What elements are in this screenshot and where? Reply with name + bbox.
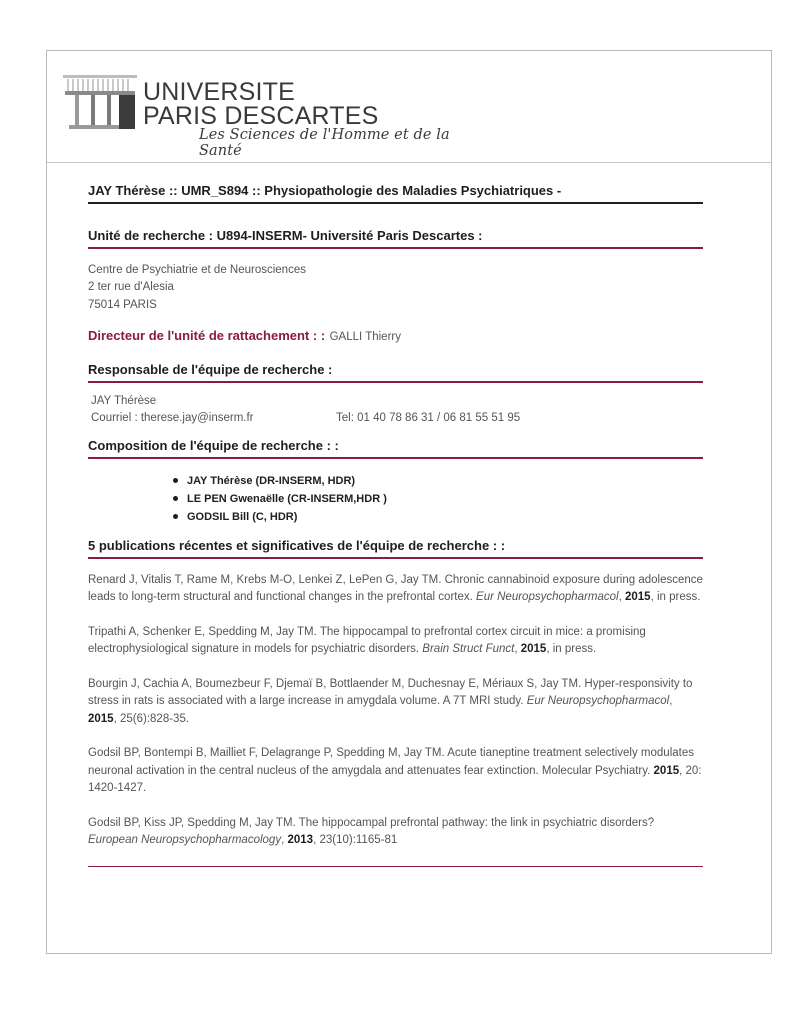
address-line: 2 ter rue d'Alesia bbox=[88, 281, 174, 293]
publication-separator: , bbox=[514, 643, 521, 655]
publication-year: 2013 bbox=[287, 834, 314, 846]
team-lead-section bbox=[88, 362, 703, 428]
publications-divider bbox=[88, 557, 703, 559]
publication-journal: Eur Neuropsychopharmacol bbox=[526, 695, 670, 707]
unit-heading: Unité de recherche : U894-INSERM- Université Paris Descartes : bbox=[88, 228, 483, 243]
publication-journal: European Neuropsychopharmacology bbox=[88, 834, 282, 846]
publication-item bbox=[88, 676, 703, 729]
director-name: GALLI Thierry bbox=[329, 331, 401, 343]
publication-citation: Bourgin J, Cachia A, Boumezbeur F, Djemaï B, Bottlaender M, Duchesnay E, Mériaux S, Jay TM. Hyper-responsivity to stress in rats is associated with a large increase in amygdala volume. A 7T MRI study. bbox=[88, 677, 693, 707]
list-item: LE PEN Gwenaëlle (CR-INSERM,HDR ) bbox=[173, 490, 703, 508]
publication-details: , in press. bbox=[546, 643, 597, 655]
address-line: 75014 PARIS bbox=[88, 298, 157, 311]
composition-heading: Composition de l'équipe de recherche : : bbox=[88, 438, 339, 453]
publication-citation: Godsil BP, Kiss JP, Spedding M, Jay TM. The hippocampal prefrontal pathway: the link in psychiatric disorders? bbox=[88, 816, 655, 829]
team-lead-contact bbox=[88, 410, 703, 428]
team-lead-heading: Responsable de l'équipe de recherche : bbox=[88, 362, 333, 377]
publication-separator: , bbox=[281, 834, 288, 846]
publication-journal: Eur Neuropsychopharmacol bbox=[476, 591, 619, 603]
publication-separator: , bbox=[618, 591, 625, 603]
unit-divider bbox=[88, 247, 703, 249]
title-divider bbox=[88, 202, 703, 204]
team-lead-name: JAY Thérèse bbox=[91, 394, 157, 407]
publication-separator: , bbox=[669, 695, 673, 707]
team-lead-phone: Tel: 01 40 78 86 31 / 06 81 55 51 95 bbox=[336, 412, 521, 424]
publication-year: 2015 bbox=[520, 643, 547, 655]
publication-journal: Brain Struct Funct bbox=[422, 643, 515, 655]
footer-divider bbox=[88, 866, 703, 868]
member-list bbox=[173, 472, 703, 526]
publication-citation: Renard J, Vitalis T, Rame M, Krebs M-O, Lenkei Z, LePen G, Jay TM. Chronic cannabinoid exposure during adolescence leads to long-term structural and functional changes in the prefrontal cortex. bbox=[88, 573, 703, 603]
university-header bbox=[47, 51, 771, 163]
publication-details: , 25(6):828-35. bbox=[113, 712, 190, 725]
publication-item bbox=[88, 815, 703, 850]
team-lead-divider bbox=[88, 381, 703, 383]
address-line: Centre de Psychiatrie et de Neurosciences bbox=[88, 263, 306, 276]
unit-section bbox=[88, 228, 703, 314]
publication-year: 2015 bbox=[653, 764, 680, 777]
composition-section bbox=[88, 438, 703, 526]
publication-item bbox=[88, 624, 703, 659]
logo-text-line1: UNIVERSITE bbox=[143, 78, 296, 106]
publication-item bbox=[88, 745, 703, 798]
publication-details: , in press. bbox=[650, 591, 701, 603]
page-title: JAY Thérèse :: UMR_S894 :: Physiopathologie des Maladies Psychiatriques - bbox=[88, 183, 562, 198]
composition-divider bbox=[88, 457, 703, 459]
publications-section bbox=[88, 538, 703, 867]
publications-heading: 5 publications récentes et significatives de l'équipe de recherche : : bbox=[88, 538, 506, 553]
team-lead-email[interactable]: Courriel : therese.jay@inserm.fr bbox=[91, 412, 254, 424]
publication-citation: Tripathi A, Schenker E, Spedding M, Jay TM. The hippocampal to prefrontal cortex circuit in mice: a promising electrophysiological signature in models for psychiatric disorders. bbox=[88, 625, 646, 655]
director-label: Directeur de l'unité de rattachement : : bbox=[88, 328, 326, 343]
publication-year: 2015 bbox=[88, 712, 114, 725]
page-title-block bbox=[88, 183, 703, 204]
unit-address bbox=[88, 262, 703, 315]
publication-details: , 20: 1420-1427. bbox=[88, 764, 702, 794]
logo-tagline: Les Sciences de l'Homme et de la Santé bbox=[199, 127, 450, 159]
list-item: GODSIL Bill (C, HDR) bbox=[173, 508, 703, 526]
list-item: JAY Thérèse (DR-INSERM, HDR) bbox=[173, 472, 703, 490]
publication-year: 2015 bbox=[624, 591, 651, 603]
publication-citation: Godsil BP, Bontempi B, Mailliet F, Delagrange P, Spedding M, Jay TM. Acute tianeptine treatment selectively modulates neuronal activation in the central nucleus of the amygdala and attenuates fear extinction. Molecular Psychiatry. bbox=[88, 747, 694, 777]
university-logo[interactable] bbox=[61, 69, 481, 159]
director-section bbox=[88, 327, 703, 347]
university-emblem-icon bbox=[61, 69, 139, 129]
publication-item bbox=[88, 572, 703, 607]
publication-details: , 23(10):1165-81 bbox=[313, 834, 398, 846]
logo-text-line2: PARIS DESCARTES bbox=[143, 102, 379, 130]
